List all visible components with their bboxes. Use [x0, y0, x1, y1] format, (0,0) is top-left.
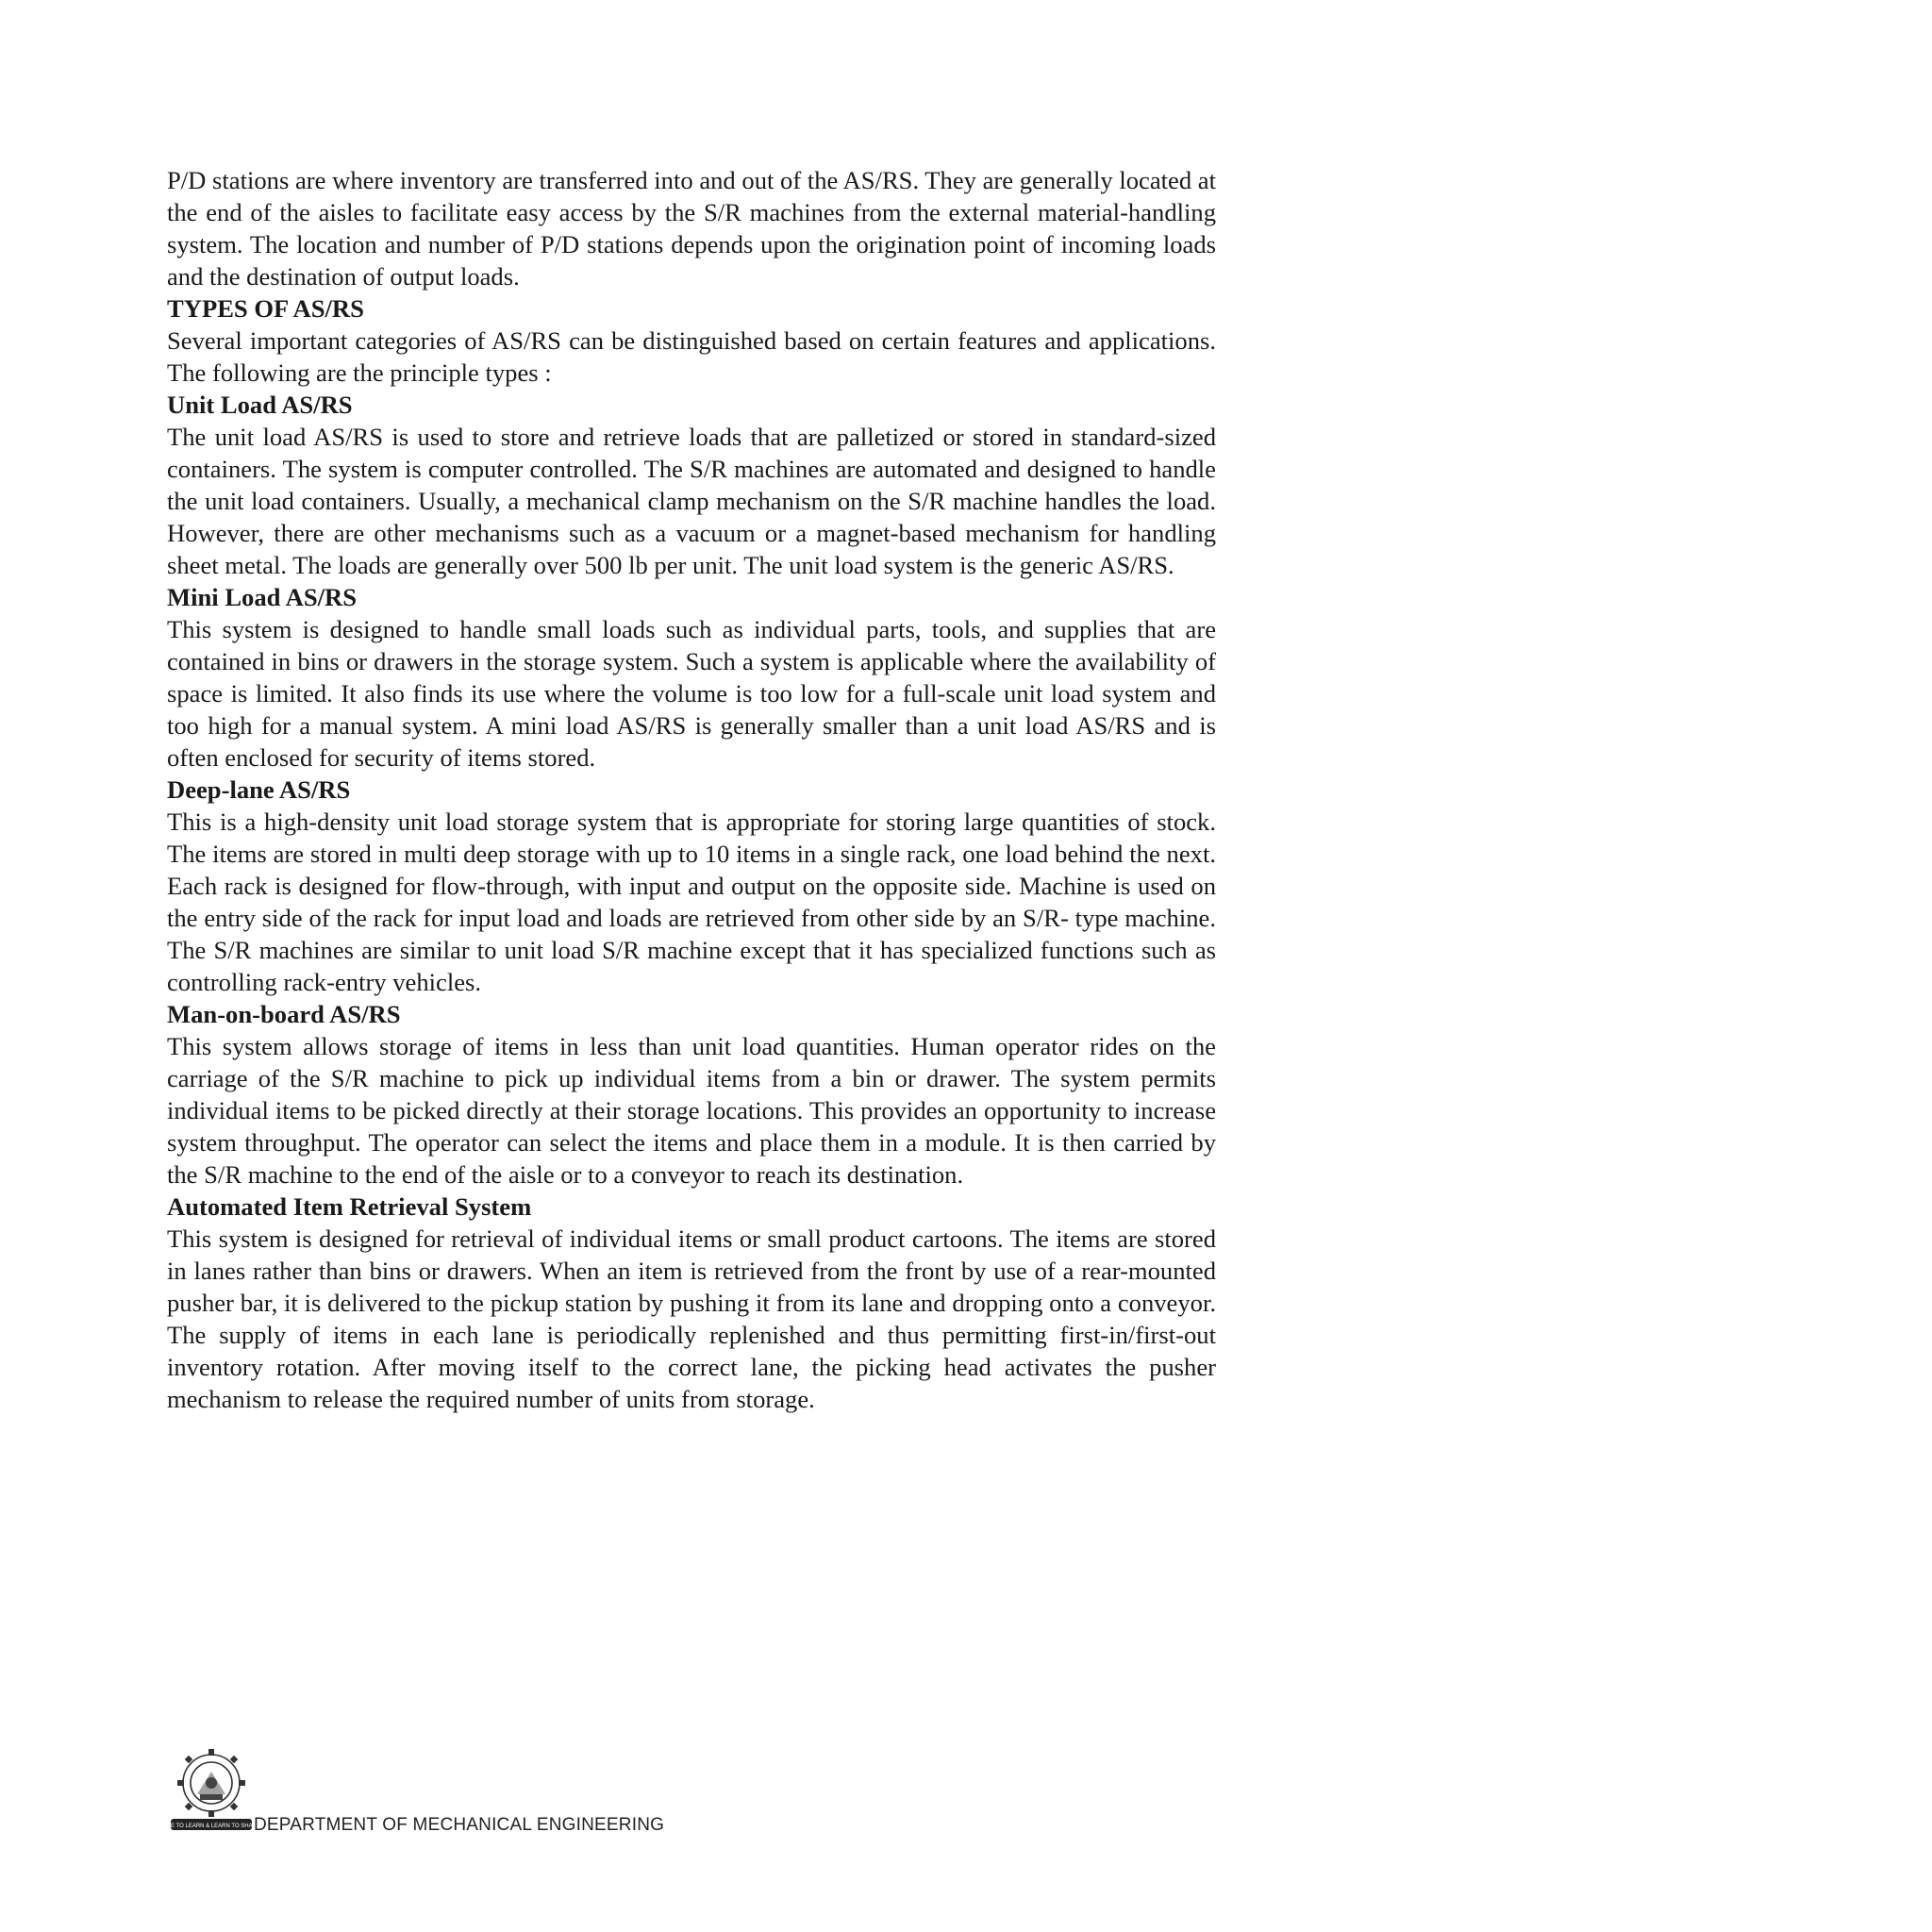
- section-body-mini-load: This system is designed to handle small loads such as individual parts, tools, and supplies that are contained in bins or drawers in the storage system. Such a system is applicable where the availability of space is limited. It also finds its use where the volume is too low for a full-scale unit load system and too high for a manual system. A mini load AS/RS is generally smaller than a unit load AS/RS and is often enclosed for security of items stored.: [167, 615, 1216, 772]
- types-intro-paragraph: Several important categories of AS/RS can be distinguished based on certain features and applications. The following are the principle types :: [167, 326, 1216, 387]
- page-body: [167, 164, 1216, 1415]
- department-label: DEPARTMENT OF MECHANICAL ENGINEERING: [254, 1815, 665, 1835]
- page-footer: [162, 1745, 829, 1836]
- college-emblem-icon: [162, 1745, 260, 1836]
- intro-paragraph: P/D stations are where inventory are transferred into and out of the AS/RS. They are generally located at the end of the aisles to facilitate easy access by the S/R machines from the external material-handling system. The location and number of P/D stations depends upon the origination point of incoming loads and the destination of output loads.: [167, 166, 1216, 291]
- section-heading-mini-load: Mini Load AS/RS: [167, 583, 357, 611]
- section-body-unit-load: The unit load AS/RS is used to store and retrieve loads that are palletized or stored in standard-sized containers. The system is computer controlled. The S/R machines are automated and designed to handle the unit load containers. Usually, a mechanical clamp mechanism on the S/R machine handles the load. However, there are other mechanisms such as a vacuum or a magnet-based mechanism for handling sheet metal. The loads are generally over 500 lb per unit. The unit load system is the generic AS/RS.: [167, 423, 1216, 579]
- section-heading-man-on-board: Man-on-board AS/RS: [167, 1000, 401, 1028]
- section-body-man-on-board: This system allows storage of items in less than unit load quantities. Human operator rides on the carriage of the S/R machine to pick up individual items from a bin or drawer. The system permits individual items to be picked directly at their storage locations. This provides an opportunity to increase system throughput. The operator can select the items and place them in a module. It is then carried by the S/R machine to the end of the aisle or to a conveyor to reach its destination.: [167, 1032, 1216, 1189]
- types-heading: TYPES OF AS/RS: [167, 294, 364, 323]
- section-body-deep-lane: This is a high-density unit load storage system that is appropriate for storing large quantities of stock. The items are stored in multi deep storage with up to 10 items in a single rack, one load behind the next. Each rack is designed for flow-through, with input and output on the opposite side. Machine is used on the entry side of the rack for input load and loads are retrieved from other side by an S/R- type machine. The S/R machines are similar to unit load S/R machine except that it has specialized functions such as controlling rack-entry vehicles.: [167, 808, 1216, 996]
- section-heading-deep-lane: Deep-lane AS/RS: [167, 775, 351, 804]
- section-body-item-retrieval: This system is designed for retrieval of individual items or small product cartoons. The items are stored in lanes rather than bins or drawers. When an item is retrieved from the front by use of a rear-mounted pusher bar, it is delivered to the pickup station by pushing it from its lane and dropping onto a conveyor. The supply of items in each lane is periodically replenished and thus permitting first-in/first-out inventory rotation. After moving itself to the correct lane, the picking head activates the pusher mechanism to release the required number of units from storage.: [167, 1224, 1216, 1413]
- section-heading-item-retrieval: Automated Item Retrieval System: [167, 1192, 532, 1221]
- section-heading-unit-load: Unit Load AS/RS: [167, 391, 353, 419]
- logo-motto-text: LIVE TO LEARN & LEARN TO SHARE: [162, 1824, 260, 1829]
